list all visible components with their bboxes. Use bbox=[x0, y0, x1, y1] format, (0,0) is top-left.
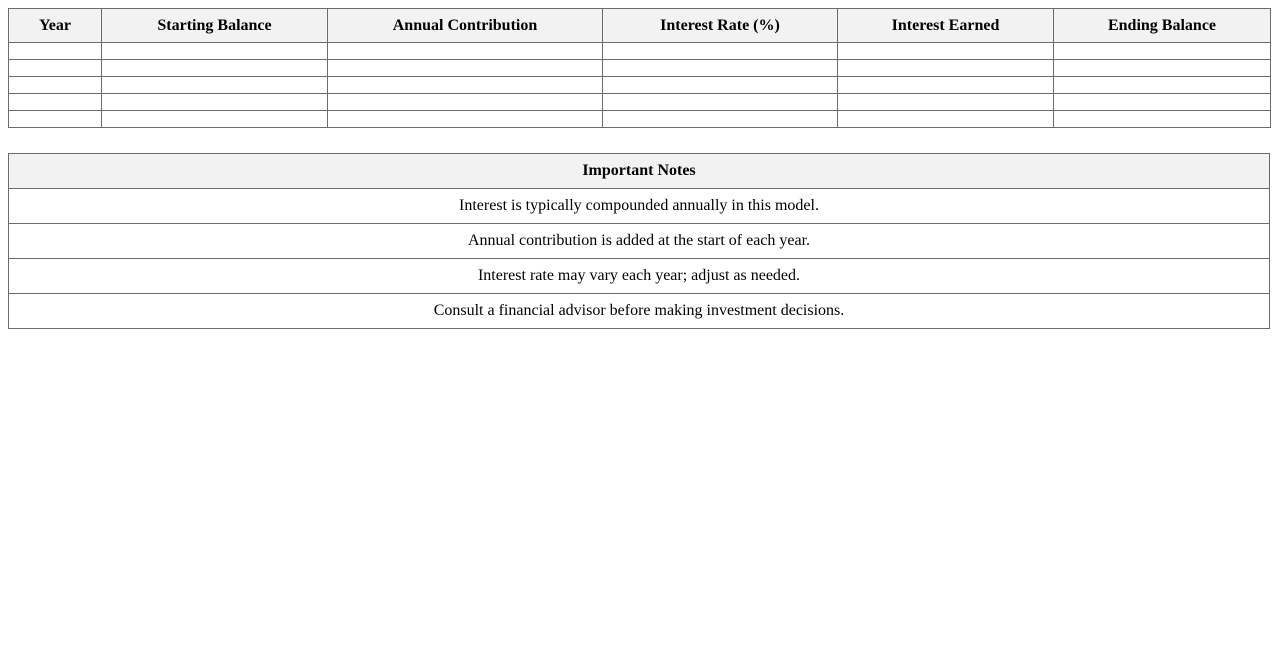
cell-starting-balance[interactable] bbox=[102, 94, 328, 111]
table-row bbox=[9, 60, 1271, 77]
header-interest-rate: Interest Rate (%) bbox=[603, 9, 838, 43]
cell-annual-contribution[interactable] bbox=[328, 111, 603, 128]
cell-starting-balance[interactable] bbox=[102, 111, 328, 128]
header-ending-balance: Ending Balance bbox=[1054, 9, 1271, 43]
header-year: Year bbox=[9, 9, 102, 43]
cell-starting-balance[interactable] bbox=[102, 77, 328, 94]
cell-ending-balance[interactable] bbox=[1054, 43, 1271, 60]
cell-year[interactable] bbox=[9, 94, 102, 111]
header-interest-earned: Interest Earned bbox=[838, 9, 1054, 43]
cell-year[interactable] bbox=[9, 111, 102, 128]
table-row bbox=[9, 77, 1271, 94]
note-row bbox=[9, 259, 1270, 294]
table-row bbox=[9, 43, 1271, 60]
note-row bbox=[9, 224, 1270, 259]
note-item: Consult a financial advisor before making investment decisions. bbox=[9, 294, 1270, 329]
cell-annual-contribution[interactable] bbox=[328, 94, 603, 111]
cell-ending-balance[interactable] bbox=[1054, 94, 1271, 111]
cell-annual-contribution[interactable] bbox=[328, 43, 603, 60]
balance-schedule-table bbox=[8, 8, 1271, 128]
cell-ending-balance[interactable] bbox=[1054, 77, 1271, 94]
cell-year[interactable] bbox=[9, 43, 102, 60]
table-row bbox=[9, 94, 1271, 111]
cell-year[interactable] bbox=[9, 77, 102, 94]
cell-interest-earned[interactable] bbox=[838, 77, 1054, 94]
cell-interest-rate[interactable] bbox=[603, 111, 838, 128]
header-starting-balance: Starting Balance bbox=[102, 9, 328, 43]
notes-header-row bbox=[9, 154, 1270, 189]
note-item: Interest is typically compounded annually in this model. bbox=[9, 189, 1270, 224]
cell-ending-balance[interactable] bbox=[1054, 111, 1271, 128]
cell-interest-rate[interactable] bbox=[603, 60, 838, 77]
cell-interest-rate[interactable] bbox=[603, 94, 838, 111]
cell-interest-earned[interactable] bbox=[838, 43, 1054, 60]
cell-interest-rate[interactable] bbox=[603, 43, 838, 60]
header-annual-contribution: Annual Contribution bbox=[328, 9, 603, 43]
cell-starting-balance[interactable] bbox=[102, 60, 328, 77]
cell-interest-earned[interactable] bbox=[838, 111, 1054, 128]
note-item: Interest rate may vary each year; adjust as needed. bbox=[9, 259, 1270, 294]
cell-year[interactable] bbox=[9, 60, 102, 77]
table-header-row bbox=[9, 9, 1271, 43]
cell-interest-earned[interactable] bbox=[838, 94, 1054, 111]
note-row bbox=[9, 294, 1270, 329]
cell-ending-balance[interactable] bbox=[1054, 60, 1271, 77]
cell-annual-contribution[interactable] bbox=[328, 77, 603, 94]
notes-title: Important Notes bbox=[9, 154, 1270, 189]
table-row bbox=[9, 111, 1271, 128]
cell-interest-rate[interactable] bbox=[603, 77, 838, 94]
cell-interest-earned[interactable] bbox=[838, 60, 1054, 77]
cell-annual-contribution[interactable] bbox=[328, 60, 603, 77]
important-notes-table bbox=[8, 153, 1270, 329]
note-row bbox=[9, 189, 1270, 224]
note-item: Annual contribution is added at the start of each year. bbox=[9, 224, 1270, 259]
cell-starting-balance[interactable] bbox=[102, 43, 328, 60]
